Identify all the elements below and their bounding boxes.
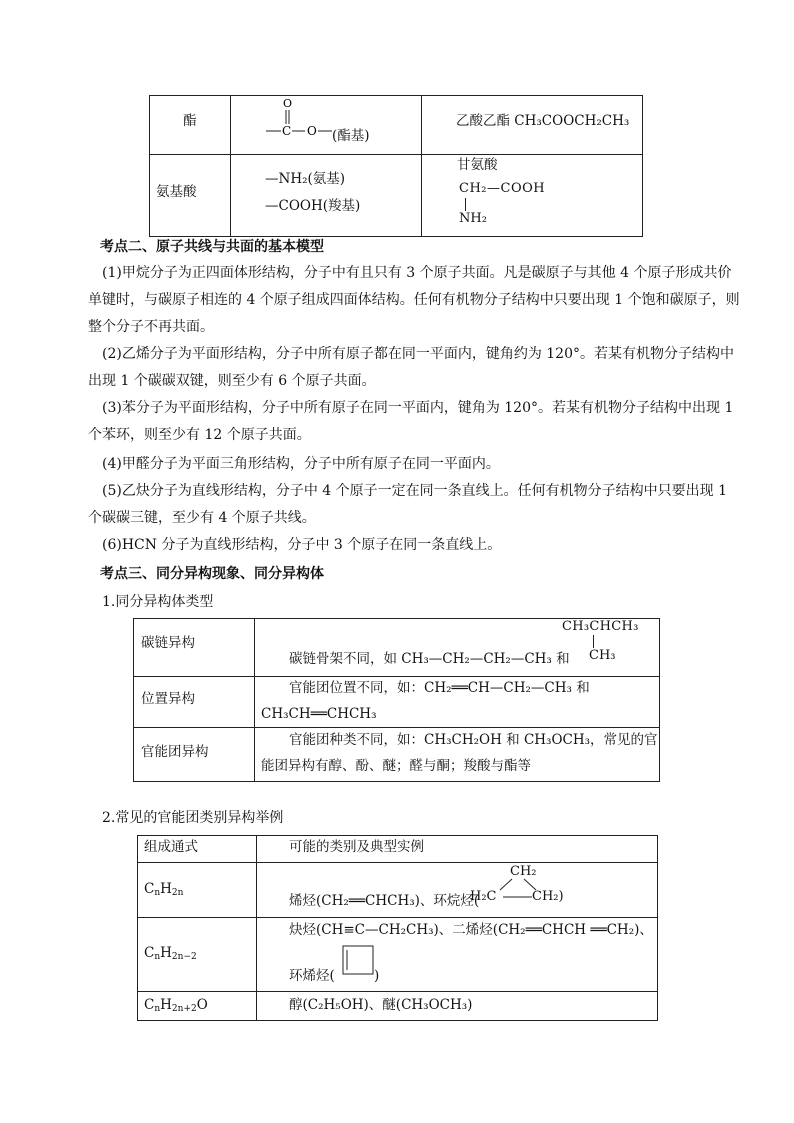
svg-text:O: O — [307, 124, 317, 138]
header-categories: 可能的类别及典型实例 — [289, 839, 424, 855]
formula-cnh2n: $C_nH_{2n}$ — [144, 881, 184, 898]
cyclopropane-bonds — [490, 875, 550, 905]
subheading-isomer-types: 1.同分异构体类型 — [102, 594, 214, 610]
paragraph-2 — [88, 341, 735, 395]
cycloalkene-close: ) — [374, 968, 380, 984]
ring-left: H₂C — [470, 889, 497, 904]
svg-text:O: O — [283, 97, 293, 110]
alkyne-diene-desc: 炔烃(CH≡C—CH₂CH₃)、二烯烃(CH₂══CHCH ══CH₂)、 — [289, 922, 653, 938]
p1-line: (1)甲烷分子为正四面体形结构，分子中有且只有 3 个原子共面。凡是碳原子与其他 4 个原子形成共价 — [102, 265, 732, 281]
section2-heading: 考点二、原子共线与共面的基本模型 — [100, 239, 324, 255]
type-position: 位置异构 — [141, 691, 195, 707]
ring-top: CH₂ — [510, 864, 537, 879]
glycine-title: 甘氨酸 — [457, 157, 498, 173]
p2-line: (2)乙烯分子为平面形结构，分子中所有原子都在同一平面内，键角约为 120°。若某有机物分子结构中 — [102, 346, 735, 362]
carbon-chain-desc: 碳链骨架不同，如 CH₃—CH₂—CH₂—CH₃ 和 — [289, 651, 570, 667]
row-name-amino-acid: 氨基酸 — [156, 184, 197, 200]
p3-line: (3)苯分子为平面形结构，分子中所有原子在同一平面内，键角为 120°。若某有机物分子结构中出现 1 — [102, 400, 734, 416]
paragraph-6 — [88, 532, 728, 559]
p6-line: (6)HCN 分子为直线形结构，分子中 3 个原子在同一条直线上。 — [102, 537, 502, 553]
formula-cnh2n-2: $C_nH_{2n-2}$ — [144, 945, 197, 962]
row-name-ester: 酯 — [183, 113, 197, 129]
functional-desc-2: 能团异构有醇、酚、醚；醛与酮；羧酸与酯等 — [261, 758, 531, 774]
formula-cnh2n+2o: $C_nH_{2n+2}O$ — [144, 997, 208, 1014]
alcohol-ether-desc: 醇(C₂H₅OH)、醚(CH₃OCH₃) — [289, 997, 473, 1013]
branch-top: CH₃CHCH₃ — [562, 619, 639, 634]
branch-bottom: CH₃ — [589, 648, 616, 663]
functional-desc-1: 官能团种类不同，如：CH₃CH₂OH 和 CH₃OCH₃，常见的官 — [289, 732, 658, 748]
p3-line: 个苯环，则至少有 12 个原子共面。 — [88, 427, 311, 443]
p5-line: (5)乙炔分子为直线形结构，分子中 4 个原子一定在同一条直线上。任何有机物分子结构中只要出现 1 — [102, 483, 727, 499]
alkene-cycloalkane-desc: 烯烃(CH₂══CHCH₃)、环烷烃( — [289, 893, 480, 909]
p2-line: 出现 1 个碳碳双键，则至少有 6 个原子共面。 — [88, 373, 376, 389]
ester-example: 乙酸乙酯 CH₃COOCH₂CH₃ — [456, 113, 630, 129]
paragraph-1 — [88, 260, 740, 341]
type-carbon-chain: 碳链异构 — [141, 635, 195, 651]
paragraph-5 — [88, 478, 728, 532]
section3-heading: 考点三、同分异构现象、同分异构体 — [100, 566, 324, 582]
ring-right: CH₂) — [532, 889, 564, 904]
position-desc-2: CH₃CH══CHCH₃ — [261, 706, 377, 722]
glycine-line2: NH₂ — [459, 211, 487, 226]
paragraph-3 — [88, 395, 734, 449]
header-general-formula: 组成通式 — [144, 839, 198, 855]
p1-line: 单键时，与碳原子相连的 4 个原子组成四面体结构。任何有机物分子结构中只要出现 1 个饱和碳原子，则 — [88, 292, 740, 308]
p1-line: 整个分子不再共面。 — [88, 319, 214, 335]
ester-group-label: (酯基) — [332, 128, 370, 144]
svg-text:C: C — [282, 124, 292, 138]
type-functional-group: 官能团异构 — [141, 744, 209, 760]
position-desc-1: 官能团位置不同，如：CH₂══CH—CH₂—CH₃ 和 — [289, 680, 590, 696]
p4-line: (4)甲醛分子为平面三角形结构，分子中所有原子在同一平面内。 — [102, 456, 500, 472]
paragraph-4 — [88, 451, 728, 478]
amino-group: —NH₂(氨基) — [265, 171, 346, 187]
cycloalkene-desc: 环烯烃( — [289, 968, 335, 984]
subheading-functional-isomers: 2.常见的官能团类别异构举例 — [102, 810, 284, 826]
carboxyl-group: —COOH(羧基) — [265, 198, 361, 214]
glycine-line1: CH₂—COOH — [459, 181, 546, 196]
p5-line: 个碳碳三键，至少有 4 个原子共线。 — [88, 510, 316, 526]
